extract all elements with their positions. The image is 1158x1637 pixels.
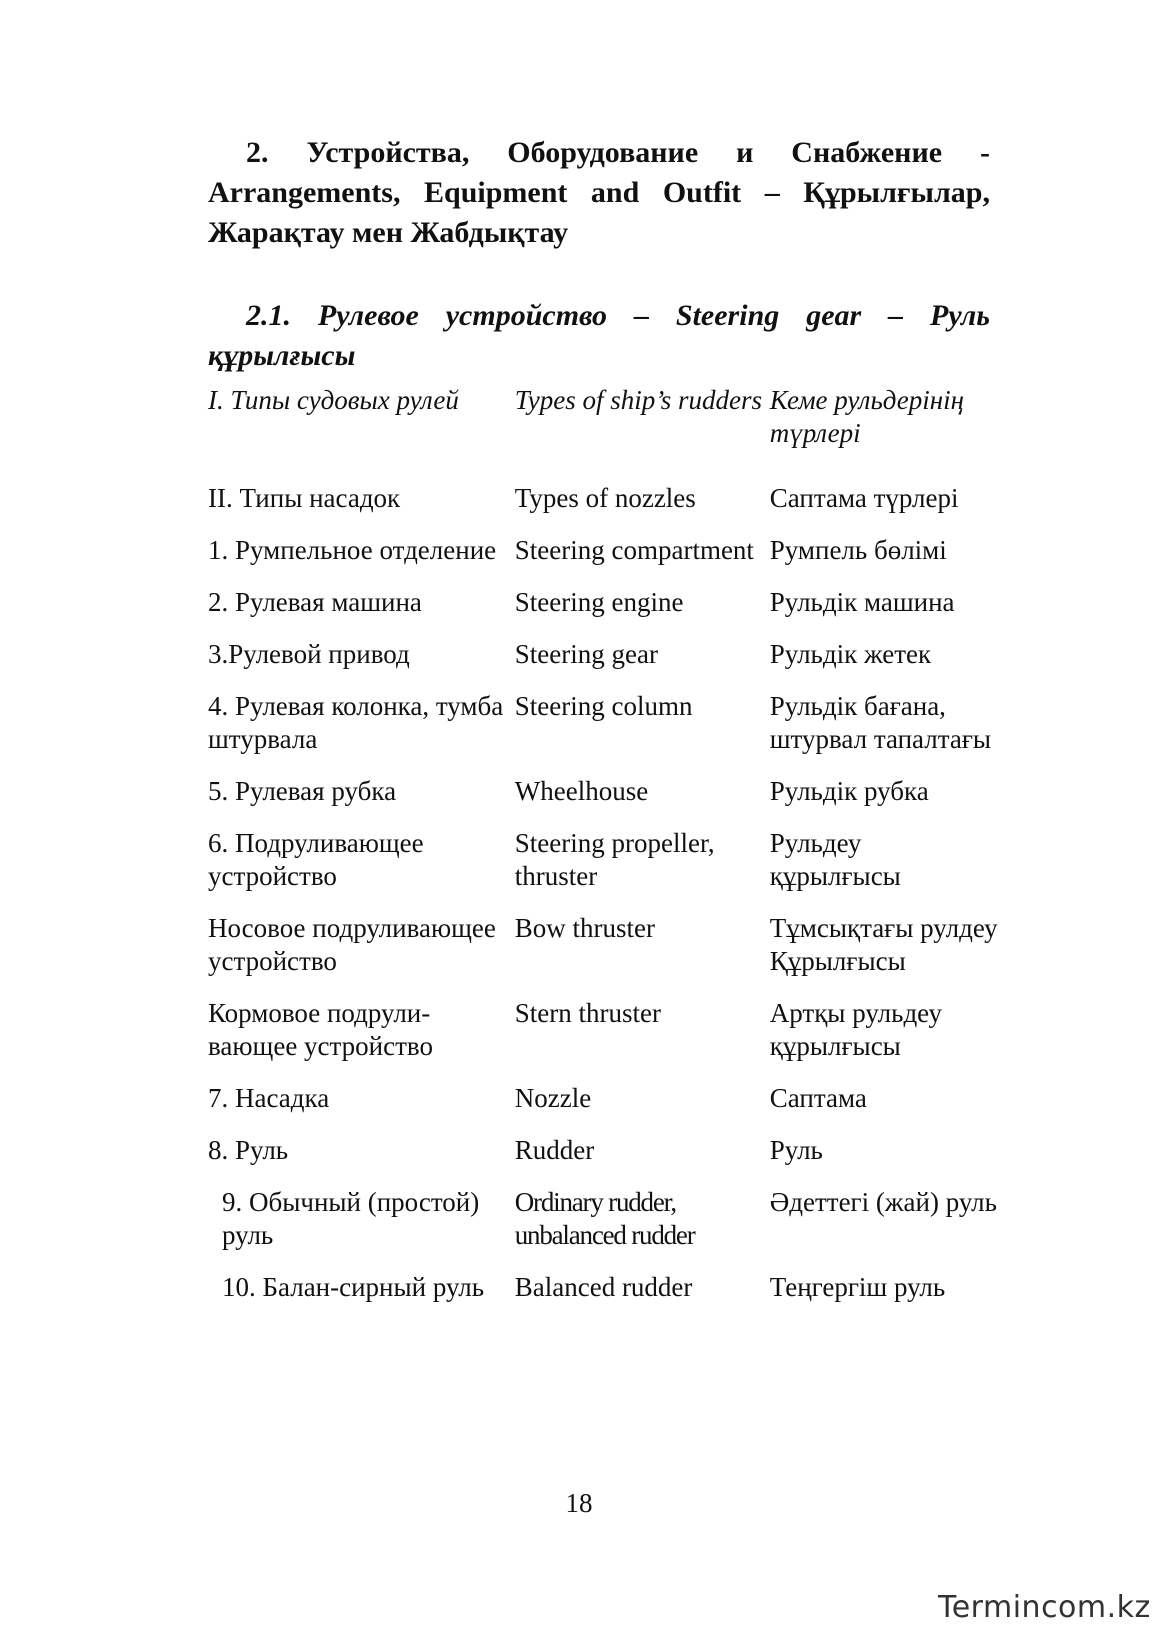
table-row bbox=[208, 1271, 998, 1323]
table-header-row bbox=[208, 384, 998, 482]
table-row bbox=[208, 586, 998, 638]
term-russian: 6. Подруливающее устройство bbox=[208, 828, 424, 891]
table-row bbox=[208, 482, 998, 534]
term-russian: Носовое подруливающее устройство bbox=[208, 913, 496, 976]
chapter-title: 2. Устройства, Оборудование и Снабжение - Arrangements, Equipment and Outfit – Құрылғылар, Жарақтау мен Жабдықтау bbox=[208, 136, 990, 249]
term-kazakh: Рульдік рубка bbox=[769, 776, 929, 806]
term-english: Ordinary rudder, unbalanced rudder bbox=[514, 1187, 695, 1250]
term-russian: 8. Руль bbox=[208, 1135, 289, 1165]
term-kazakh: Теңгергіш руль bbox=[769, 1272, 946, 1302]
term-russian: 3.Рулевой привод bbox=[208, 639, 410, 669]
term-kazakh: Руль bbox=[769, 1135, 823, 1165]
term-english: Steering engine bbox=[514, 587, 684, 617]
term-kazakh: Әдеттегі (жай) руль bbox=[769, 1187, 997, 1217]
term-kazakh: Тұмсықтағы рулдеу Құрылғысы bbox=[769, 913, 998, 976]
table-row bbox=[208, 827, 998, 912]
table-row bbox=[208, 912, 998, 997]
table-row bbox=[208, 775, 998, 827]
term-kazakh: Рульдік жетек bbox=[769, 639, 932, 669]
term-english: Steering compartment bbox=[514, 535, 754, 565]
term-english: Stern thruster bbox=[514, 998, 661, 1028]
term-russian: 10. Балан-сирный руль bbox=[222, 1272, 485, 1302]
term-russian: 4. Рулевая колонка, тумба штурвала bbox=[208, 691, 504, 754]
term-kazakh: Рульдік бағана, штурвал тапалтағы bbox=[769, 691, 992, 754]
term-russian: 5. Рулевая рубка bbox=[208, 776, 397, 806]
term-kazakh: Румпель бөлімі bbox=[769, 535, 947, 565]
term-russian: 2. Рулевая машина bbox=[208, 587, 422, 617]
term-english: Nozzle bbox=[514, 1083, 592, 1113]
term-english: Types of nozzles bbox=[514, 483, 696, 513]
table-row bbox=[208, 638, 998, 690]
term-english: Steering gear bbox=[514, 639, 658, 669]
term-kazakh: Рульдеу құрылғысы bbox=[769, 828, 901, 891]
table-row bbox=[208, 997, 998, 1082]
header-english: Types of ship’s rudders bbox=[514, 385, 763, 415]
term-russian: II. Типы насадок bbox=[208, 483, 401, 513]
terms-table bbox=[208, 384, 998, 1323]
term-russian: 9. Обычный (простой) руль bbox=[222, 1187, 480, 1250]
term-english: Wheelhouse bbox=[514, 776, 649, 806]
table-row bbox=[208, 1082, 998, 1134]
header-kazakh: Кеме рульдерінің түрлері bbox=[769, 385, 965, 448]
term-english: Bow thruster bbox=[514, 913, 655, 943]
watermark-logo: Termincom.kz bbox=[938, 1590, 1151, 1625]
term-russian: 1. Румпельное отделение bbox=[208, 535, 497, 565]
term-kazakh: Саптама bbox=[769, 1083, 867, 1113]
term-english: Steering propeller, thruster bbox=[514, 828, 715, 891]
section-title: 2.1. Рулевое устройство – Steering gear – Руль құрылғысы bbox=[208, 299, 990, 372]
term-russian: Кормовое подрули-вающее устройство bbox=[208, 998, 433, 1061]
term-english: Steering column bbox=[514, 691, 693, 721]
term-russian: 7. Насадка bbox=[208, 1083, 330, 1113]
table-row bbox=[208, 1134, 998, 1186]
term-kazakh: Артқы рульдеу құрылғысы bbox=[769, 998, 942, 1061]
term-kazakh: Саптама түрлері bbox=[769, 483, 959, 513]
table-row bbox=[208, 690, 998, 775]
header-russian: I. Типы судовых рулей bbox=[208, 385, 459, 415]
table-row bbox=[208, 1186, 998, 1271]
page-number: 18 bbox=[565, 1488, 593, 1518]
term-kazakh: Рульдік машина bbox=[769, 587, 955, 617]
term-english: Rudder bbox=[514, 1135, 595, 1165]
term-english: Balanced rudder bbox=[514, 1272, 693, 1302]
table-row bbox=[208, 534, 998, 586]
